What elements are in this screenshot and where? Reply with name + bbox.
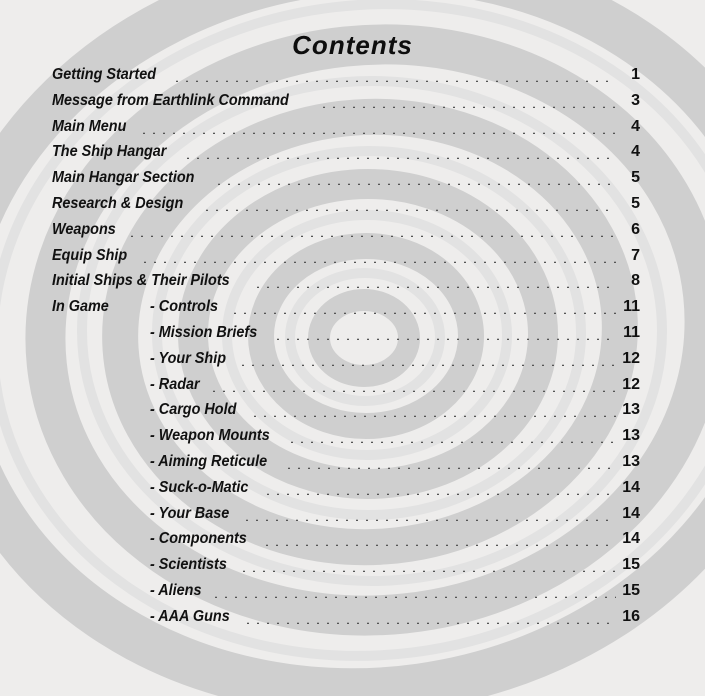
page-number: 12 bbox=[622, 375, 640, 393]
toc-subentry[interactable] bbox=[150, 324, 640, 346]
toc-entry[interactable] bbox=[52, 143, 640, 165]
page-number: 5 bbox=[631, 195, 640, 212]
entry-label: - Components bbox=[150, 530, 247, 548]
page-number: 15 bbox=[622, 582, 640, 599]
toc-entry[interactable] bbox=[52, 169, 640, 191]
entry-label: - Mission Briefs bbox=[150, 324, 258, 341]
entry-label: Weapons bbox=[52, 220, 116, 238]
page-number: 16 bbox=[622, 607, 640, 625]
dot-leader bbox=[284, 467, 616, 469]
toc-subentry[interactable] bbox=[150, 505, 640, 527]
entry-label: - Weapon Mounts bbox=[150, 427, 270, 445]
toc-subentry[interactable] bbox=[150, 582, 640, 604]
entry-label: - Aliens bbox=[150, 582, 202, 599]
entry-label: Initial Ships & Their Pilots bbox=[52, 272, 230, 290]
entry-label: Main Hangar Section bbox=[52, 169, 195, 187]
dot-leader bbox=[211, 596, 616, 598]
entry-label: - Your Ship bbox=[150, 349, 227, 367]
dot-leader bbox=[243, 622, 616, 624]
page-number: 15 bbox=[622, 556, 640, 574]
toc-entry[interactable] bbox=[52, 195, 640, 217]
dot-leader bbox=[183, 157, 616, 159]
entry-label: Research & Design bbox=[52, 195, 184, 212]
toc-subentry[interactable] bbox=[150, 556, 640, 578]
toc-subentry[interactable] bbox=[150, 376, 640, 398]
dot-leader bbox=[287, 441, 616, 443]
page-number: 11 bbox=[623, 324, 640, 341]
dot-leader bbox=[202, 209, 616, 211]
page-number: 13 bbox=[622, 427, 640, 445]
dot-leader bbox=[139, 132, 616, 134]
dot-leader bbox=[238, 364, 616, 366]
toc-subentry[interactable] bbox=[150, 427, 640, 449]
dot-leader bbox=[263, 493, 616, 495]
toc-subentry[interactable] bbox=[150, 530, 640, 552]
page-number: 6 bbox=[631, 220, 640, 238]
entry-label: - Radar bbox=[150, 375, 200, 393]
page-number: 1 bbox=[631, 66, 640, 83]
toc-subentry[interactable] bbox=[150, 350, 640, 372]
page-title: Contents bbox=[292, 30, 413, 60]
page-number: 5 bbox=[631, 169, 640, 187]
dot-leader bbox=[262, 544, 616, 546]
dot-leader bbox=[253, 286, 616, 288]
page-number: 13 bbox=[622, 401, 640, 419]
dot-leader bbox=[273, 338, 616, 340]
page-number: 4 bbox=[631, 117, 640, 135]
entry-label: - Your Base bbox=[150, 504, 230, 522]
toc-entry[interactable] bbox=[52, 247, 640, 269]
dot-leader bbox=[230, 312, 616, 314]
entry-label: - Aiming Reticule bbox=[150, 453, 268, 470]
toc-subentry[interactable] bbox=[150, 401, 640, 423]
entry-label: Getting Started bbox=[52, 66, 157, 83]
page-number: 3 bbox=[631, 91, 640, 109]
page-number: 14 bbox=[622, 478, 640, 496]
toc-subentry[interactable] bbox=[150, 298, 640, 320]
dot-leader bbox=[209, 390, 616, 392]
page-number: 4 bbox=[631, 143, 640, 161]
dot-leader bbox=[214, 183, 616, 185]
dot-leader bbox=[172, 80, 616, 82]
entry-label: - Controls bbox=[150, 298, 218, 316]
page-number: 8 bbox=[631, 272, 640, 290]
toc-entry[interactable] bbox=[52, 221, 640, 243]
page-number: 11 bbox=[623, 298, 640, 316]
dot-leader bbox=[250, 415, 616, 417]
dot-leader bbox=[242, 519, 616, 521]
toc-subentry[interactable] bbox=[150, 479, 640, 501]
toc-entry[interactable] bbox=[52, 118, 640, 140]
dot-leader bbox=[140, 261, 616, 263]
page-number: 7 bbox=[631, 246, 640, 264]
entry-label: The Ship Hangar bbox=[52, 143, 167, 161]
entry-label: Message from Earthlink Command bbox=[52, 91, 289, 109]
dot-leader bbox=[239, 570, 616, 572]
toc-subentry[interactable] bbox=[150, 608, 640, 630]
dot-leader bbox=[319, 106, 616, 108]
page-number: 14 bbox=[622, 504, 640, 522]
toc-entry[interactable] bbox=[52, 66, 640, 88]
toc-entry[interactable] bbox=[52, 92, 640, 114]
toc-subentry[interactable] bbox=[150, 453, 640, 475]
page-number: 12 bbox=[622, 349, 640, 367]
entry-label: - Cargo Hold bbox=[150, 401, 237, 419]
page-number: 13 bbox=[622, 453, 640, 470]
dot-leader bbox=[127, 235, 616, 237]
entry-label: Equip Ship bbox=[52, 246, 128, 264]
page-number: 14 bbox=[622, 530, 640, 548]
toc-entry[interactable] bbox=[52, 272, 640, 294]
entry-label: Main Menu bbox=[52, 117, 127, 135]
entry-label: - AAA Guns bbox=[150, 607, 230, 625]
entry-label: - Suck-o-Matic bbox=[150, 478, 249, 496]
entry-label: - Scientists bbox=[150, 556, 227, 574]
section-label-in-game: In Game bbox=[52, 298, 109, 316]
